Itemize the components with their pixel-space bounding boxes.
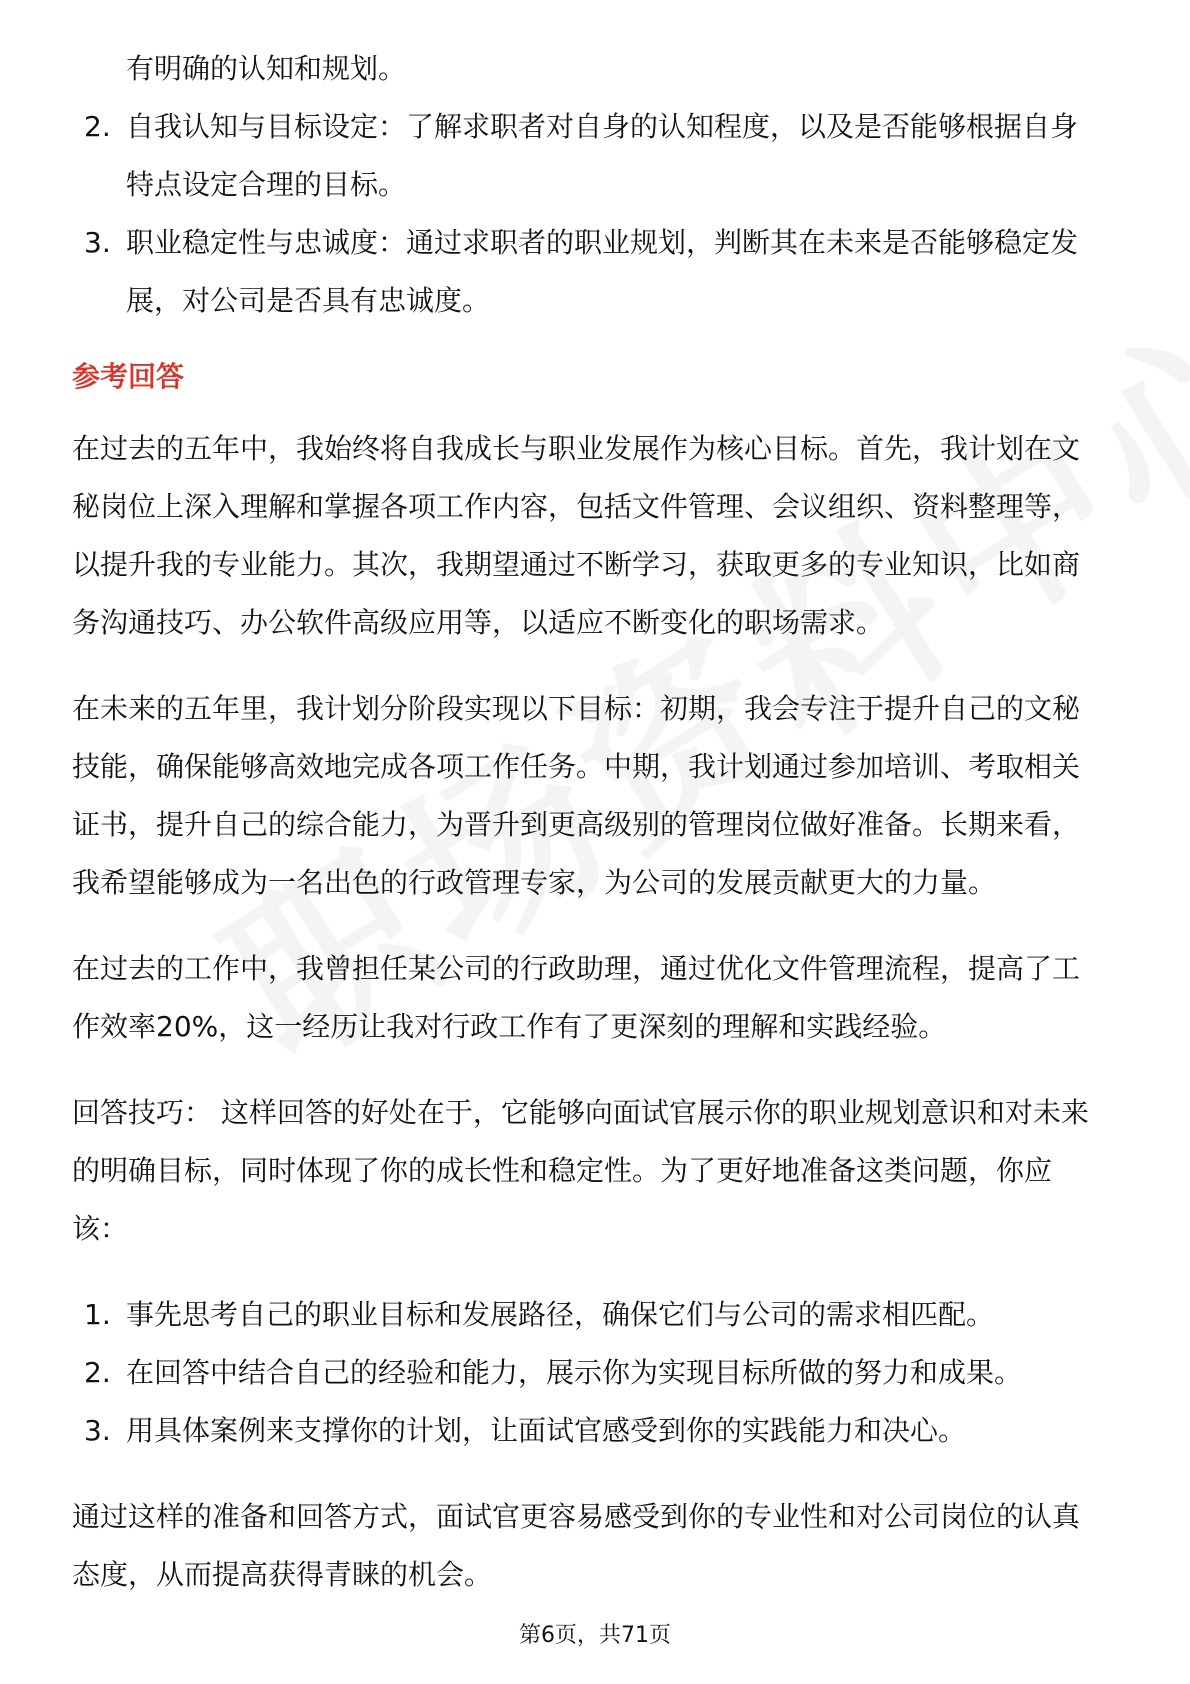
list-text-line: 在回答中结合自己的经验和能力，展示你为实现目标所做的努力和成果。	[126, 1356, 1023, 1389]
list-text-line: 事先思考自己的职业目标和发展路径，确保它们与公司的需求相匹配。	[126, 1298, 995, 1331]
paragraph	[72, 420, 1122, 652]
paragraph-line: 的明确目标，同时体现了你的成长性和稳定性。为了更好地准备这类问题，你应	[72, 1154, 1053, 1187]
paragraph	[72, 1084, 1122, 1258]
section-heading: 参考回答	[72, 360, 185, 393]
paragraph	[72, 680, 1122, 912]
closing-paragraph	[72, 1488, 1122, 1604]
list-number: 3.	[84, 1414, 111, 1447]
paragraph-line: 在过去的五年中，我始终将自我成长与职业发展作为核心目标。首先，我计划在文	[72, 432, 1081, 465]
list-number: 1.	[84, 1298, 111, 1331]
paragraph-line: 通过这样的准备和回答方式，面试官更容易感受到你的专业性和对公司岗位的认真	[72, 1500, 1081, 1533]
paragraph-line: 以提升我的专业能力。其次，我期望通过不断学习，获取更多的专业知识，比如商	[72, 548, 1081, 581]
list-item	[72, 1286, 1122, 1344]
list-text-line: 用具体案例来支撑你的计划，让面试官感受到你的实践能力和决心。	[126, 1414, 967, 1447]
paragraph-line: 在过去的工作中，我曾担任某公司的行政助理，通过优化文件管理流程，提高了工	[72, 952, 1081, 985]
paragraph-line: 在未来的五年里，我计划分阶段实现以下目标：初期，我会专注于提升自己的文秘	[72, 692, 1081, 725]
paragraph-line: 回答技巧： 这样回答的好处在于，它能够向面试官展示你的职业规划意识和对未来	[72, 1096, 1089, 1129]
paragraph-line: 务沟通技巧、办公软件高级应用等，以适应不断变化的职场需求。	[72, 606, 885, 639]
paragraph-line: 我希望能够成为一名出色的行政管理专家，为公司的发展贡献更大的力量。	[72, 866, 997, 899]
tips-list	[72, 1286, 1122, 1460]
list-text-line: 展，对公司是否具有忠诚度。	[126, 284, 491, 317]
paragraph-line: 态度，从而提高获得青睐的机会。	[72, 1558, 493, 1591]
paragraph-line: 秘岗位上深入理解和掌握各项工作内容，包括文件管理、会议组织、资料整理等，	[72, 490, 1081, 523]
paragraph	[72, 940, 1122, 1056]
paragraph-line: 该：	[72, 1212, 129, 1245]
list-item	[72, 98, 1122, 214]
criteria-list	[72, 98, 1122, 330]
list-text-line: 特点设定合理的目标。	[126, 168, 407, 201]
page-content	[72, 40, 1122, 1604]
list-number: 2.	[84, 110, 111, 143]
list-text-line: 自我认知与目标设定：了解求职者对自身的认知程度，以及是否能够根据自身	[126, 110, 1079, 143]
list-item	[72, 1344, 1122, 1402]
paragraph-line: 证书，提升自己的综合能力，为晋升到更高级别的管理岗位做好准备。长期来看，	[72, 808, 1081, 841]
paragraph-line: 技能，确保能够高效地完成各项工作任务。中期，我计划通过参加培训、考取相关	[72, 750, 1081, 783]
list-number: 3.	[84, 226, 111, 259]
list-item	[72, 1402, 1122, 1460]
list-item	[72, 214, 1122, 330]
list-text-line: 职业稳定性与忠诚度：通过求职者的职业规划，判断其在未来是否能够稳定发	[126, 226, 1079, 259]
list-number: 2.	[84, 1356, 111, 1389]
paragraph-line: 作效率20%，这一经历让我对行政工作有了更深刻的理解和实践经验。	[72, 1010, 947, 1043]
page-number-footer: 第6页，共71页	[519, 1623, 671, 1648]
list-item-continuation: 有明确的认知和规划。	[126, 52, 407, 85]
